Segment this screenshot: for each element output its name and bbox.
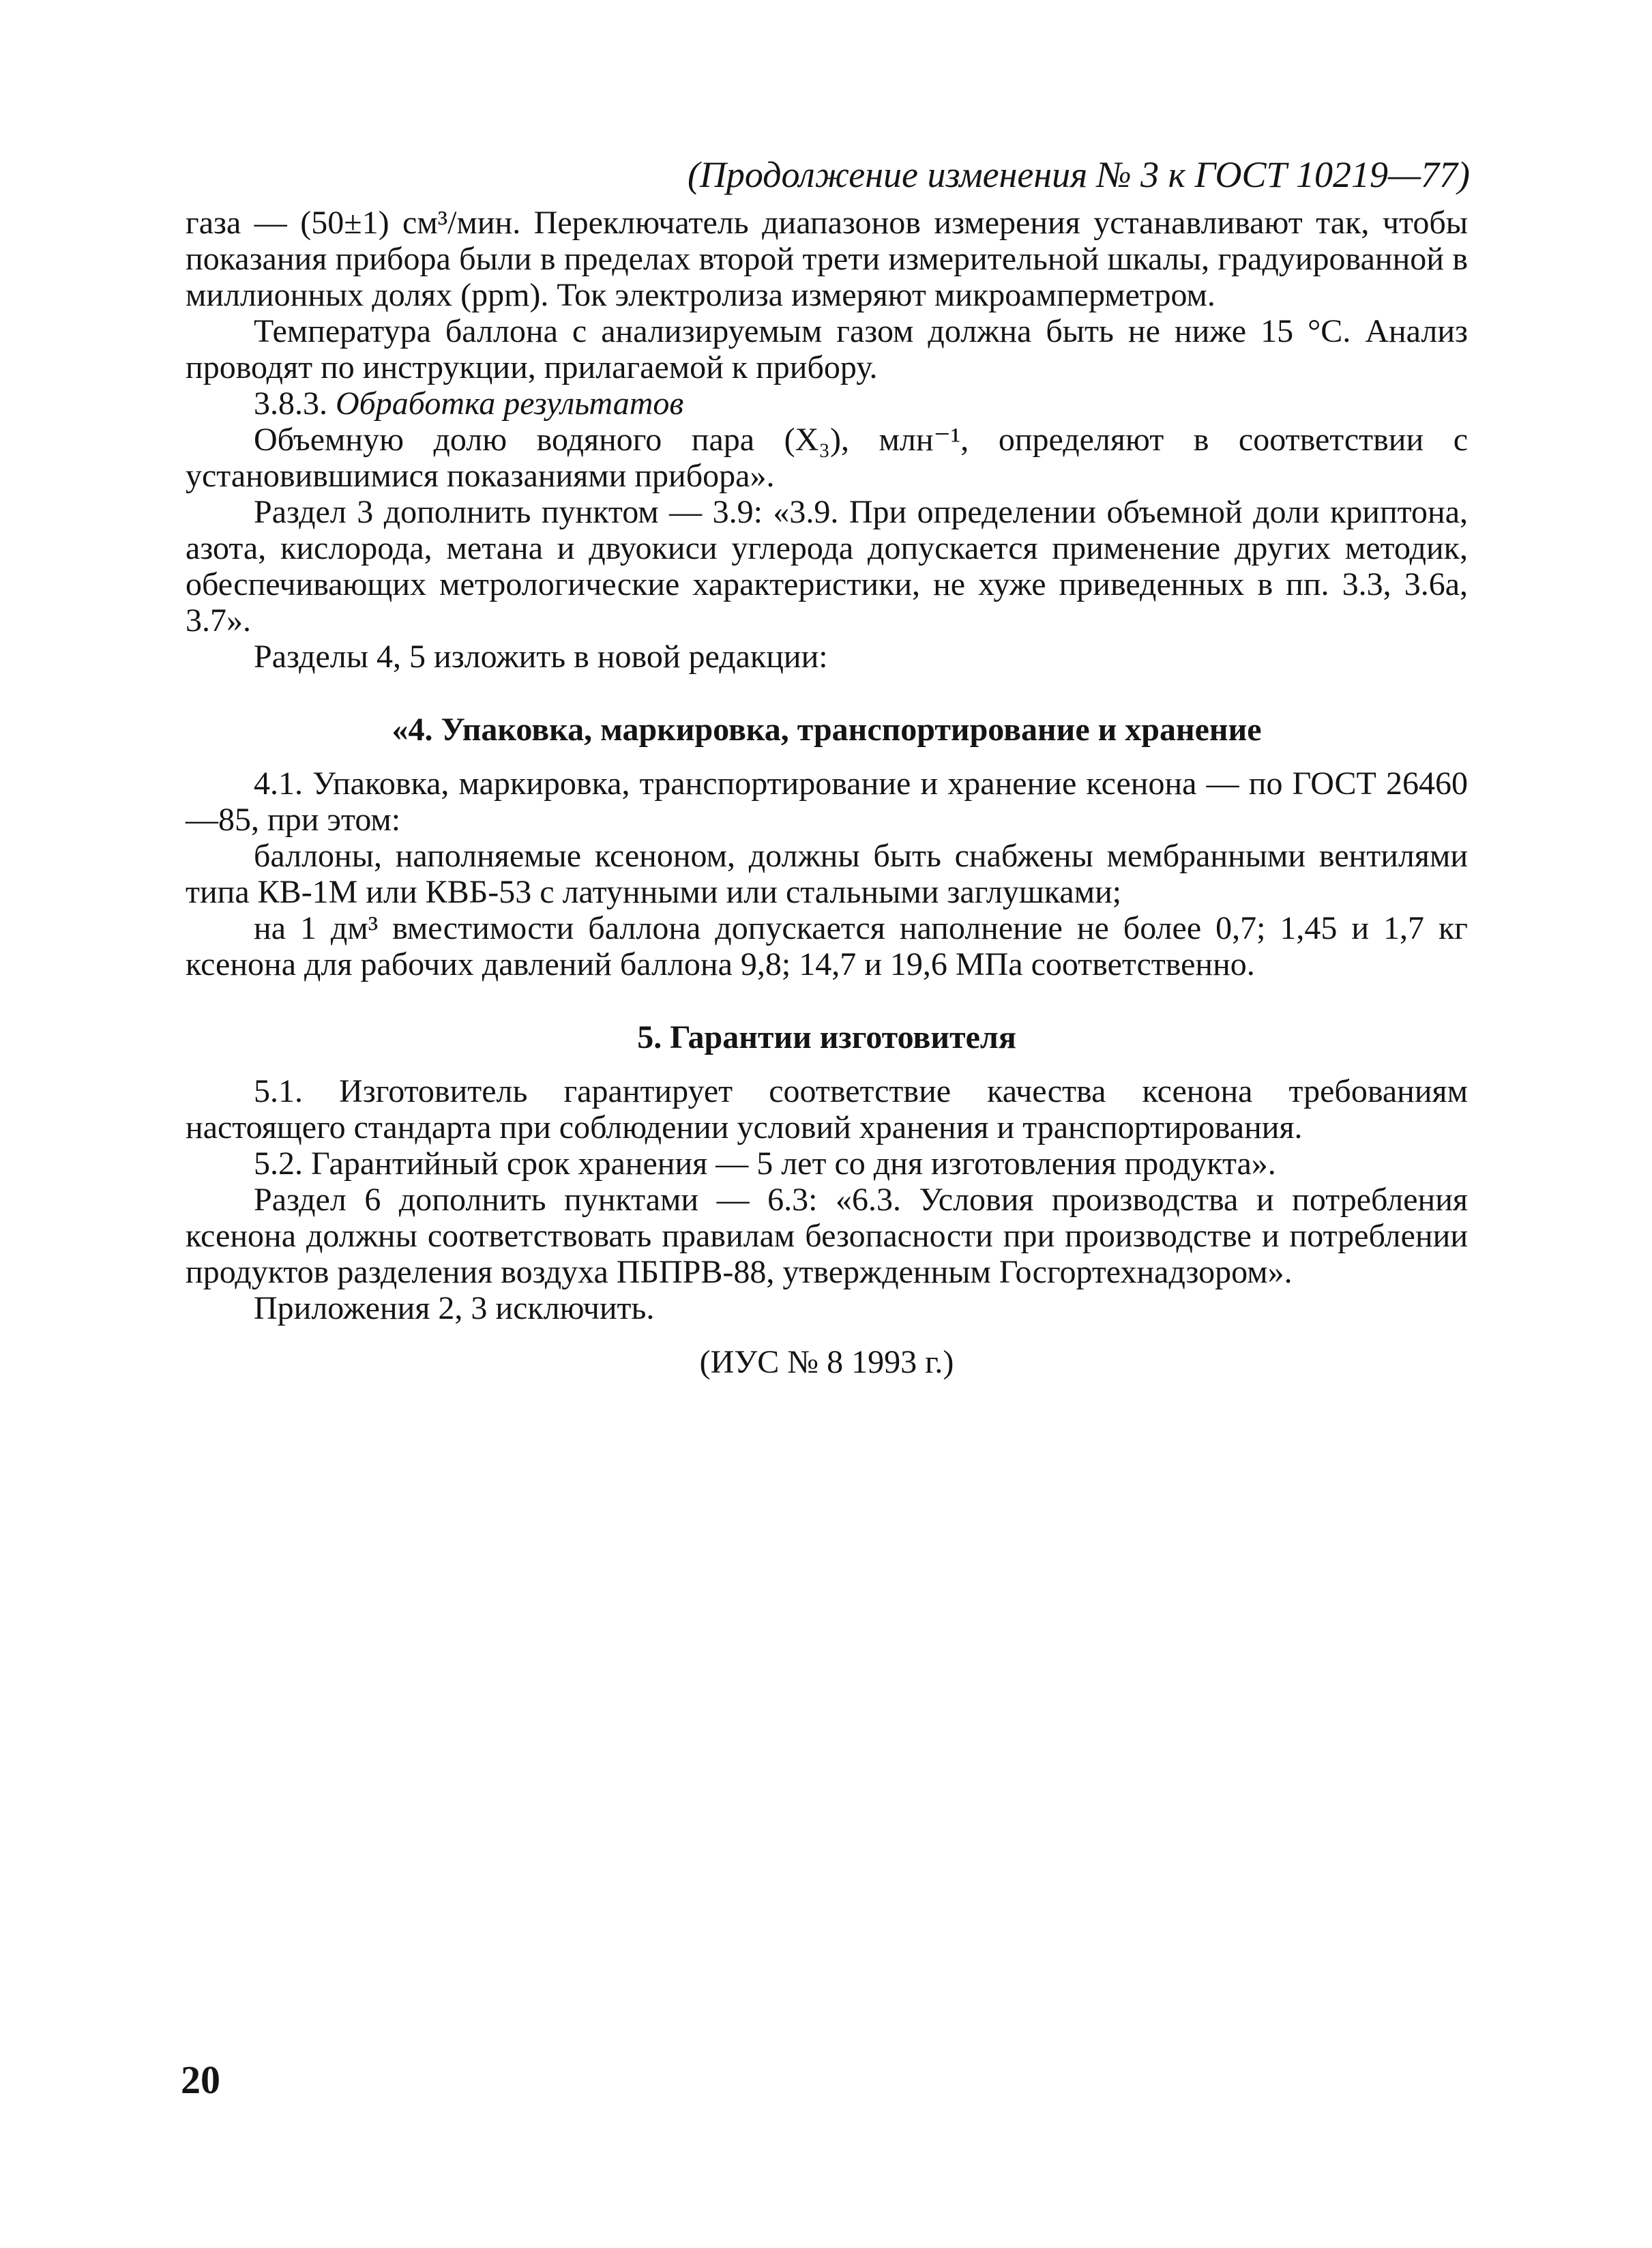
document-body (186, 205, 1468, 1380)
paragraph-4-1: 4.1. Упаковка, маркировка, транспортирование и хранение ксенона — по ГОСТ 26460—85, при этом: (186, 765, 1468, 838)
spacer (186, 982, 1468, 1019)
clause-number: 3.8.3. (254, 385, 327, 422)
spacer (186, 748, 1468, 765)
paragraph-section3-addition: Раздел 3 дополнить пунктом — 3.9: «3.9. При определении объемной доли криптона, азота, кислорода, метана и двуокиси углерода допускается применение других методик, обеспечивающих метрологические характеристики, не хуже приведенных в пп. 3.3, 3.6а, 3.7». (186, 494, 1468, 639)
section-4-heading: «4. Упаковка, маркировка, транспортирование и хранение (392, 712, 1262, 748)
paragraph-results-heading (186, 385, 1468, 422)
paragraph-section6-addition: Раздел 6 дополнить пунктами — 6.3: «6.3. Условия производства и потребления ксенона должны соответствовать правилам безопасности при производстве и потреблении продуктов разделения воздуха ПБПРВ-88, утвержденным Госгортехнадзором». (186, 1182, 1468, 1290)
source-reference: (ИУС № 8 1993 г.) (699, 1344, 954, 1380)
paragraph-cylinders: баллоны, наполняемые ксеноном, должны быть снабжены мембранными вентилями типа КВ-1М или КВБ-53 с латунными или стальными заглушками; (186, 838, 1468, 910)
paragraph-filling: на 1 дм³ вместимости баллона допускается наполнение не более 0,7; 1,45 и 1,7 кг ксенона для рабочих давлений баллона 9,8; 14,7 и 19,6 МПа соответственно. (186, 910, 1468, 982)
paragraph-5-1: 5.1. Изготовитель гарантирует соответствие качества ксенона требованиям настоящего стандарта при соблюдении условий хранения и транспортирования. (186, 1073, 1468, 1145)
section-5-heading: 5. Гарантии изготовителя (637, 1019, 1016, 1055)
header-note: (Продолжение изменения № 3 к ГОСТ 10219—77) (687, 154, 1470, 195)
page-number: 20 (181, 2058, 220, 2102)
paragraph-appendices: Приложения 2, 3 исключить. (254, 1290, 655, 1326)
spacer (186, 675, 1468, 712)
paragraph-5-2: 5.2. Гарантийный срок хранения — 5 лет со дня изготовления продукта». (254, 1145, 1276, 1182)
paragraph-sections-4-5-note: Разделы 4, 5 изложить в новой редакции: (254, 639, 828, 675)
paragraph-gas-flow: газа — (50±1) см³/мин. Переключатель диапазонов измерения устанавливают так, чтобы показания прибора были в пределах второй трети измерительной шкалы, градуированной в миллионных долях (ppm). Ток электролиза измеряют микроамперметром. (186, 205, 1468, 313)
paragraph-water-vapour: Объемную долю водяного пара (X₃), млн⁻¹, определяют в соответствии с установившимися показаниями прибора». (186, 422, 1468, 494)
clause-title: Обработка результатов (336, 385, 684, 422)
paragraph-temperature: Температура баллона с анализируемым газом должна быть не ниже 15 °С. Анализ проводят по инструкции, прилагаемой к прибору. (186, 313, 1468, 385)
spacer (186, 1055, 1468, 1073)
